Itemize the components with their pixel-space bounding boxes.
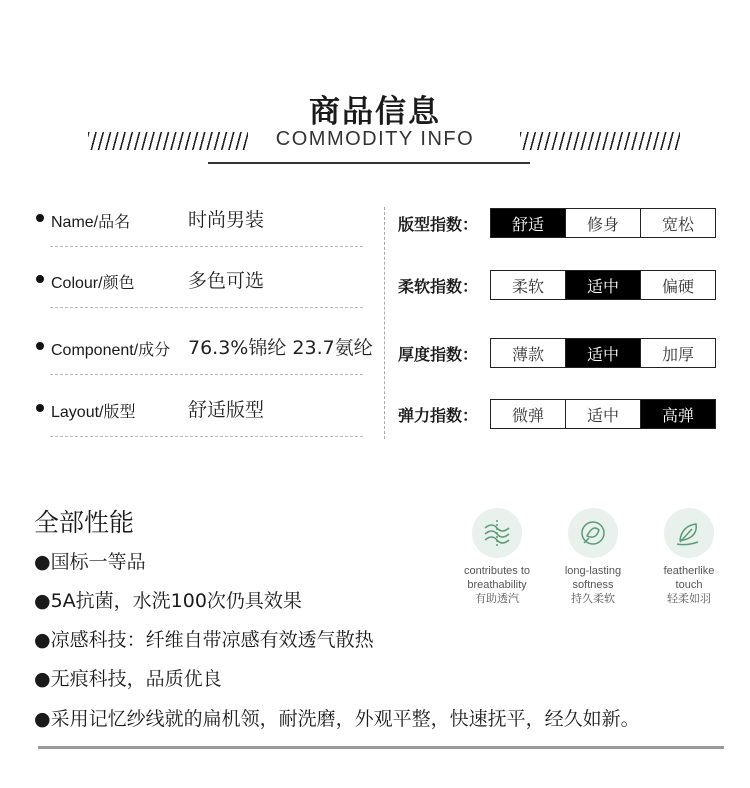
index-label-fit: 版型指数：: [398, 215, 479, 234]
feature-cn: 持久柔软: [571, 592, 615, 605]
row-divider: [50, 374, 363, 375]
feature-en-line2: touch: [675, 579, 703, 591]
scale-option: 修身: [566, 209, 641, 237]
feature-en-line2: softness: [572, 579, 614, 591]
scale-option: 柔软: [491, 271, 566, 299]
spec-label: Component/成分: [51, 342, 171, 359]
index-label-thickness: 厚度指数：: [398, 345, 479, 364]
feature-featherlike: [644, 508, 734, 606]
feature-en-line1: featherlike: [663, 565, 715, 577]
feature-breathability: [452, 508, 542, 606]
feature-en-line1: long-lasting: [564, 565, 622, 577]
softness-icon: [568, 508, 618, 558]
spec-value: 76.3%锦纶 23.7氨纶: [188, 337, 373, 359]
feature-softness: [548, 508, 638, 606]
spec-label: Name/品名: [51, 214, 131, 231]
spec-row-component: [36, 333, 373, 363]
bullet-dot: [36, 214, 44, 222]
scale-option: 偏硬: [661, 276, 694, 296]
row-divider: [50, 436, 363, 437]
feature-en-line2: breathability: [467, 579, 527, 591]
performance-item: ●5A抗菌，水洗100次仍具效果: [34, 590, 302, 612]
page-title: 商品信息: [309, 94, 441, 130]
index-scale-elasticity: [490, 399, 716, 429]
row-divider: [50, 307, 363, 308]
performance-item: ●凉感科技：纤维自带凉感有效透气散热: [34, 629, 374, 651]
page-subtitle: COMMODITY INFO: [275, 128, 475, 150]
scale-option: 加厚: [661, 344, 694, 364]
feature-en-line1: contributes to: [463, 565, 531, 577]
index-scale-fit: [490, 208, 716, 238]
scale-option: 宽松: [661, 214, 694, 234]
scale-option: 高弹: [641, 400, 715, 428]
index-scale-thickness: [490, 338, 716, 368]
breathability-icon: [472, 508, 522, 558]
vertical-divider: [384, 207, 385, 439]
performance-title: 全部性能: [34, 508, 135, 537]
spec-label: Layout/版型: [51, 404, 136, 421]
row-divider: [50, 246, 363, 247]
bullet-dot: [36, 404, 44, 412]
bottom-divider: [38, 746, 724, 749]
title-underline: [208, 162, 530, 164]
scale-option: 适中: [566, 271, 641, 299]
scale-option: 适中: [566, 400, 641, 428]
spec-label: Colour/颜色: [51, 275, 135, 292]
spec-row-layout: [36, 395, 364, 425]
index-scale-softness: [490, 270, 716, 300]
spec-value: 时尚男装: [188, 209, 265, 231]
feature-cn: 轻柔如羽: [667, 592, 711, 605]
scale-option: 舒适: [491, 209, 566, 237]
index-label-elasticity: 弹力指数：: [398, 406, 479, 425]
spec-value: 多色可选: [188, 270, 265, 292]
spec-value: 舒适版型: [188, 399, 265, 421]
performance-item: ●无痕科技，品质优良: [34, 668, 222, 690]
bullet-dot: [36, 342, 44, 350]
performance-item: ●国标一等品: [34, 551, 146, 573]
spec-row-name: [36, 205, 364, 235]
feature-cn: 有助透汽: [475, 592, 519, 605]
scale-option: 薄款: [491, 339, 566, 367]
scale-option: 微弹: [491, 400, 566, 428]
performance-item: ●采用记忆纱线就的扁机领，耐洗磨，外观平整，快速抚平，经久如新。: [34, 708, 640, 730]
bullet-dot: [36, 275, 44, 283]
scale-option: 适中: [566, 339, 641, 367]
index-label-softness: 柔软指数：: [398, 277, 479, 296]
feather-touch-icon: [664, 508, 714, 558]
spec-row-colour: [36, 266, 364, 296]
